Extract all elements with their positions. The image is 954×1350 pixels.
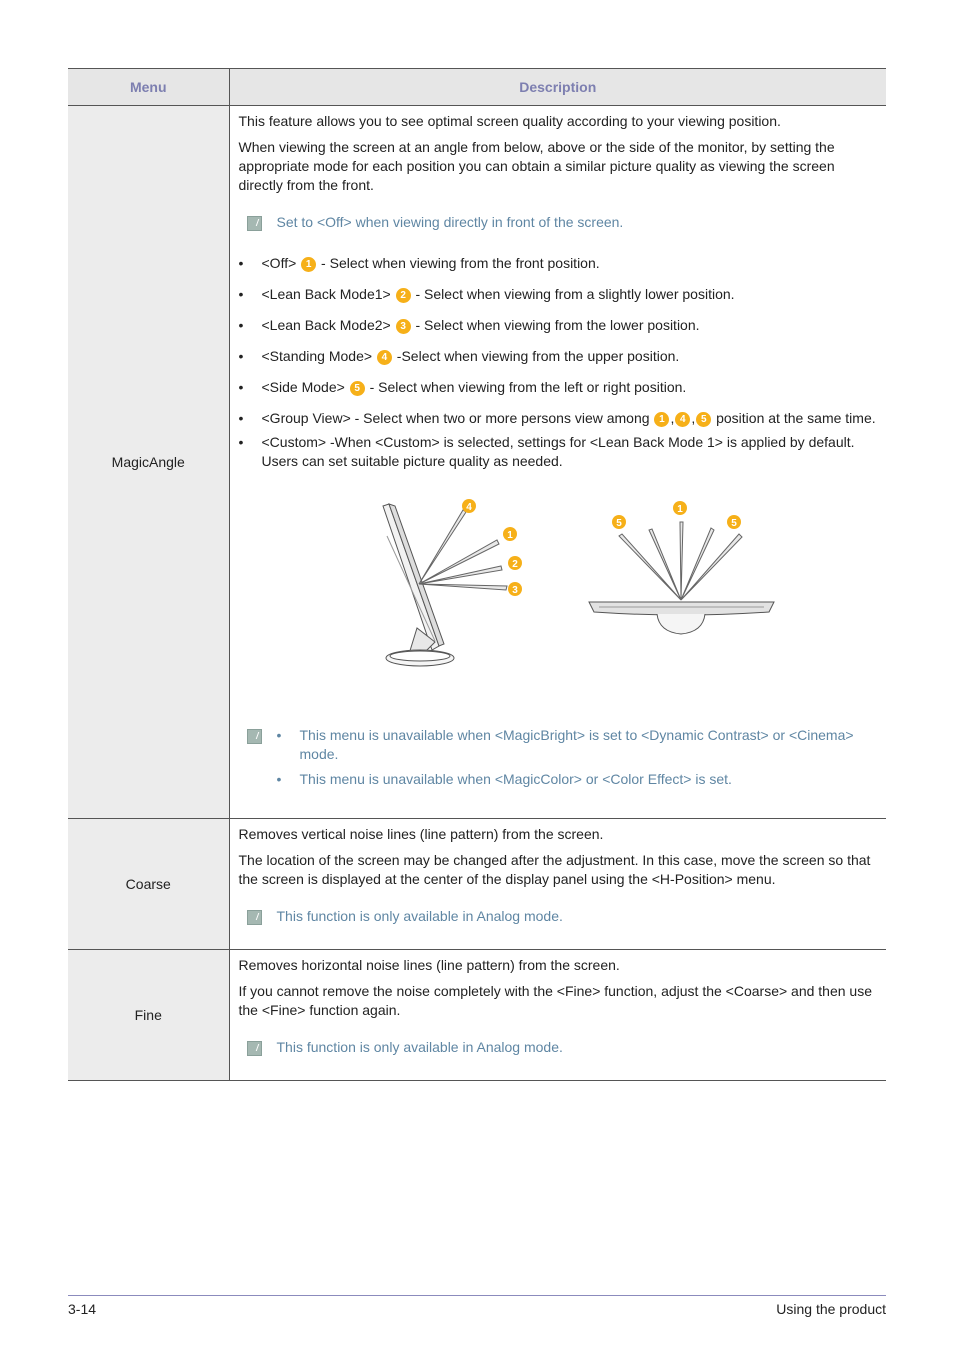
number-2-icon: 2 bbox=[396, 288, 411, 303]
option-list bbox=[239, 254, 878, 471]
note-text: This function is only available in Analog mode. bbox=[276, 908, 563, 924]
option-desc: -Select when viewing from the upper position. bbox=[392, 348, 680, 364]
option-label: <Off> bbox=[261, 255, 297, 271]
option-desc: <Custom> -When <Custom> is selected, settings for <Lean Back Mode 1> is applied by default. Users can set suitable picture quality as needed. bbox=[261, 434, 855, 469]
option-desc: position at the same time. bbox=[712, 410, 876, 426]
desc-cell-coarse bbox=[229, 819, 886, 950]
separator: , bbox=[691, 410, 696, 426]
paragraph: The location of the screen may be changed after the adjustment. In this case, move the screen so that the screen is displayed at the center of the display panel using the <H-Position> menu. bbox=[238, 852, 871, 887]
note bbox=[239, 726, 878, 795]
option-label: <Standing Mode> bbox=[261, 348, 373, 364]
note bbox=[239, 213, 878, 232]
svg-text:5: 5 bbox=[615, 518, 622, 529]
svg-text:1: 1 bbox=[676, 504, 683, 515]
option-desc: - Select when viewing from the front position. bbox=[317, 255, 600, 271]
table-row bbox=[68, 819, 886, 950]
monitor-top-view bbox=[589, 602, 774, 634]
number-4-icon: 4 bbox=[675, 412, 690, 427]
angle-rays-top bbox=[619, 522, 742, 600]
note-icon bbox=[247, 910, 262, 925]
note-list bbox=[277, 726, 878, 795]
list-item bbox=[239, 409, 878, 428]
svg-text:3: 3 bbox=[511, 585, 518, 596]
number-5-icon: 5 bbox=[350, 381, 365, 396]
note-text: Set to <Off> when viewing directly in front of the screen. bbox=[276, 214, 624, 230]
table-row bbox=[68, 950, 886, 1081]
svg-text:4: 4 bbox=[465, 502, 472, 513]
option-desc: - Select when viewing from a slightly lower position. bbox=[411, 286, 735, 302]
paragraph: Removes vertical noise lines (line pattern) from the screen. bbox=[238, 826, 604, 842]
note-icon bbox=[247, 216, 262, 231]
paragraph: If you cannot remove the noise completely with the <Fine> function, adjust the <Coarse> and then use the <Fine> function again. bbox=[238, 983, 872, 1018]
angle-markers-top bbox=[612, 501, 741, 529]
list-item bbox=[239, 347, 878, 366]
list-item bbox=[239, 433, 878, 471]
list-item bbox=[239, 316, 878, 335]
list-item bbox=[239, 254, 878, 273]
option-desc: - Select when viewing from the lower position. bbox=[411, 317, 700, 333]
note-icon bbox=[247, 729, 262, 744]
svg-text:1: 1 bbox=[506, 530, 513, 541]
number-1-icon: 1 bbox=[301, 257, 316, 272]
option-label: <Group View> - Select when two or more persons view among bbox=[261, 410, 654, 426]
menu-cell-magicangle: MagicAngle bbox=[68, 106, 229, 819]
note bbox=[239, 1038, 878, 1057]
note bbox=[239, 907, 878, 926]
menu-cell-coarse: Coarse bbox=[68, 819, 229, 950]
monitor-angle-diagram bbox=[239, 496, 879, 716]
note-text: This function is only available in Analog mode. bbox=[276, 1039, 563, 1055]
section-title: Using the product bbox=[776, 1301, 886, 1317]
option-label: <Lean Back Mode1> bbox=[261, 286, 391, 302]
settings-table bbox=[68, 68, 886, 1081]
list-item: • This menu is unavailable when <MagicBright> is set to <Dynamic Contrast> or <Cinema> mode. bbox=[277, 726, 878, 764]
number-3-icon: 3 bbox=[396, 319, 411, 334]
list-item: • This menu is unavailable when <MagicColor> or <Color Effect> is set. bbox=[277, 770, 878, 789]
list-item bbox=[239, 378, 878, 397]
list-item bbox=[239, 285, 878, 304]
svg-text:5: 5 bbox=[730, 518, 737, 529]
desc-cell-fine bbox=[229, 950, 886, 1081]
viewing-angle-illustration bbox=[239, 496, 878, 716]
option-label: <Side Mode> bbox=[261, 379, 345, 395]
table-row bbox=[68, 106, 886, 819]
paragraph: Removes horizontal noise lines (line pattern) from the screen. bbox=[238, 957, 620, 973]
number-5-icon: 5 bbox=[696, 412, 711, 427]
desc-cell-magicangle bbox=[229, 106, 886, 819]
footer-divider bbox=[68, 1295, 886, 1296]
option-label: <Lean Back Mode2> bbox=[261, 317, 391, 333]
number-1-icon: 1 bbox=[654, 412, 669, 427]
header-menu: Menu bbox=[68, 69, 229, 106]
header-description: Description bbox=[229, 69, 886, 106]
option-desc: - Select when viewing from the left or right position. bbox=[365, 379, 687, 395]
separator: , bbox=[670, 410, 675, 426]
number-4-icon: 4 bbox=[377, 350, 392, 365]
note-icon bbox=[247, 1041, 262, 1056]
paragraph: When viewing the screen at an angle from below, above or the side of the monitor, by setting the appropriate mode for each position you can obtain a similar picture quality as viewing the screen directly from the front. bbox=[238, 139, 835, 193]
svg-text:2: 2 bbox=[511, 559, 518, 570]
angle-rays-side bbox=[419, 510, 507, 590]
paragraph: This feature allows you to see optimal screen quality according to your viewing position. bbox=[238, 113, 781, 129]
menu-cell-fine: Fine bbox=[68, 950, 229, 1081]
page-number: 3-14 bbox=[68, 1301, 97, 1317]
